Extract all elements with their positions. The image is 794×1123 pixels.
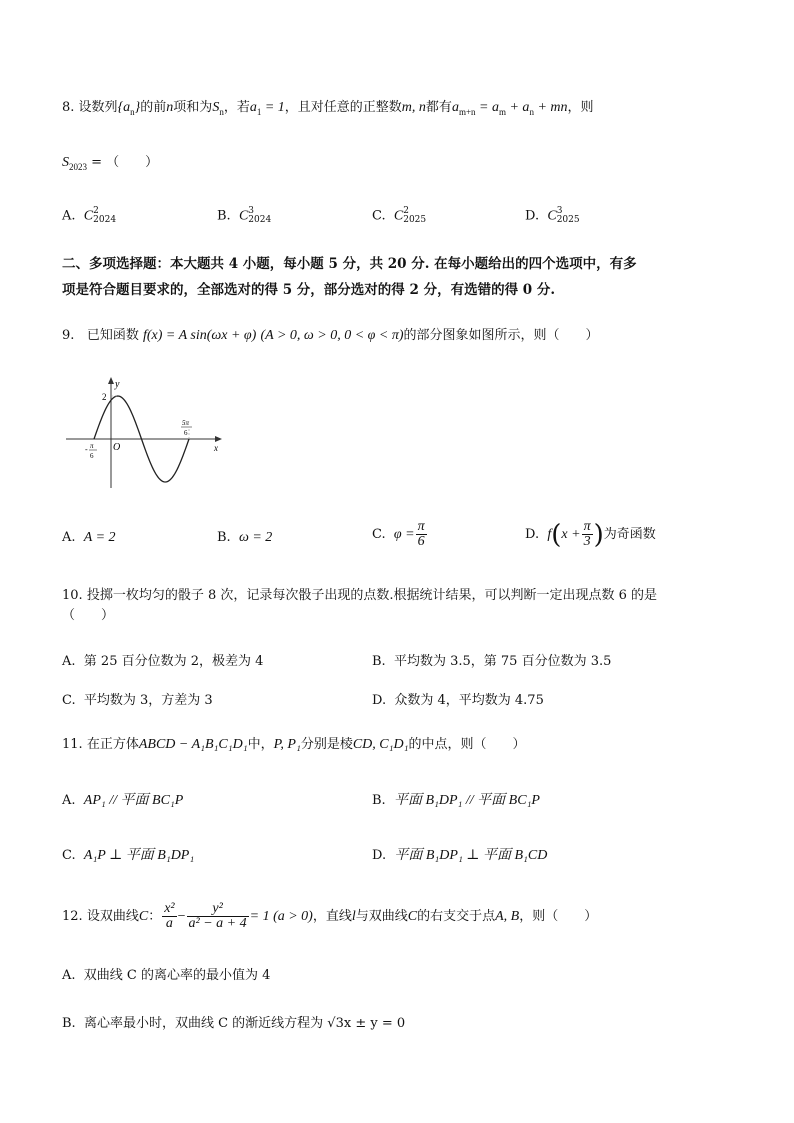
q11-options-row2 [62, 844, 754, 866]
q9-option-c[interactable]: C. φ = $\frac{\pi}{6}$ [372, 519, 425, 549]
q9-option-b[interactable]: B. ω = 2 [217, 530, 273, 545]
q10-option-c[interactable]: C. 平均数为 3，方差为 3 [62, 693, 213, 708]
q9-sine-graph [64, 374, 230, 490]
q11-option-a[interactable]: A. AP₁ // 平面 BC₁P [62, 793, 184, 808]
q11-option-d[interactable]: D. 平面 B₁DP₁ ⊥ 平面 B₁CD [372, 848, 548, 863]
q10-options-row1 [62, 650, 754, 672]
q9-number: 9. [62, 328, 75, 343]
y-axis-arrow-icon [108, 377, 114, 384]
q8-option-a[interactable]: A. C 2 2024 [62, 206, 117, 225]
q12-stem: 12. 设双曲线C： $\frac{\text{x²}}{a}$ − $\frac{\text{y²}}{\text{a² − a + 4}}$ = 1 (a > 0)，直线l与双曲线C的右支交于点A, B，则（ ） [62, 901, 598, 931]
q10-option-d[interactable]: D. 众数为 4，平均数为 4.75 [372, 693, 544, 708]
q10-number: 10. [62, 588, 83, 603]
q8-sum-line: $S_{2023}$ = （ ） [62, 155, 159, 172]
y-label: y [115, 379, 120, 390]
q11-stem: 11. 在正方体ABCD − A₁B₁C₁D₁中，P, P₁分别是棱CD, C₁D₁的中点，则（ ） [62, 737, 526, 752]
left-den: 6 [90, 452, 94, 460]
q12-option-b[interactable]: B. 离心率最小时，双曲线 C 的渐近线方程为 √3x ± y = 0 [62, 1016, 406, 1031]
q10-option-b[interactable]: B. 平均数为 3.5，第 75 百分位数为 3.5 [372, 654, 612, 669]
origin-label: O [113, 442, 121, 453]
q10-options-row2 [62, 689, 754, 711]
q10-stem: 10. 投掷一枚均匀的骰子 8 次，记录每次骰子出现的点数.根据统计结果，可以判断一定出现点数 6 的是 （ ） [62, 588, 658, 623]
q9-stem: 9. 已知函数 f(x) = A sin(ωx + φ) (A > 0, ω > 0, 0 < φ < π)的部分图象如图所示，则（ ） [62, 328, 599, 343]
q8-option-d[interactable]: D. C 3 2025 [525, 206, 580, 225]
q8-option-c[interactable]: C. C 2 2025 [372, 206, 427, 225]
x-axis-arrow-icon [215, 436, 222, 442]
left-num: π [90, 442, 94, 450]
left-sign: - [85, 445, 88, 454]
q10-option-a[interactable]: A. 第 25 百分位数为 2，极差为 4 [62, 654, 264, 669]
q12-number: 12. [62, 909, 83, 924]
q9-option-d[interactable]: D. f(x + $\frac{\pi}{3}$ )为奇函数 [525, 519, 656, 550]
section2-heading: 二、多项选择题：本大题共 4 小题，每小题 5 分，共 20 分. 在每小题给出的四个选项中，有多 项是符合题目要求的，全部选对的得 5 分，部分选对的得 2 分，有选错的得 0 分. [62, 256, 637, 298]
q11-options-row1 [62, 789, 754, 811]
x-label: x [214, 443, 218, 453]
q9-options [62, 519, 754, 552]
q9-option-a[interactable]: A. A = 2 [62, 530, 116, 545]
max-label: 2 [102, 392, 107, 402]
right-num: 5π [182, 419, 190, 427]
q8-option-b[interactable]: B. C 3 2024 [217, 206, 272, 225]
q8-stem: 8. 设数列$\{a_n\}$的前n项和为$S_n$，若$a_1 = 1$，且对任意的正整数m, n都有$a_{m+n} = a_m + a_n$ + mn，则 [62, 100, 594, 117]
q8-options [62, 207, 754, 229]
q8-number: 8. [62, 100, 75, 115]
q11-option-c[interactable]: C. A₁P ⊥ 平面 B₁DP₁ [62, 848, 195, 863]
q11-number: 11. [62, 737, 83, 752]
right-den: 6 [184, 429, 188, 437]
q11-option-b[interactable]: B. 平面 B₁DP₁ // 平面 BC₁P [372, 793, 540, 808]
q12-option-a[interactable]: A. 双曲线 C 的离心率的最小值为 4 [62, 968, 271, 983]
